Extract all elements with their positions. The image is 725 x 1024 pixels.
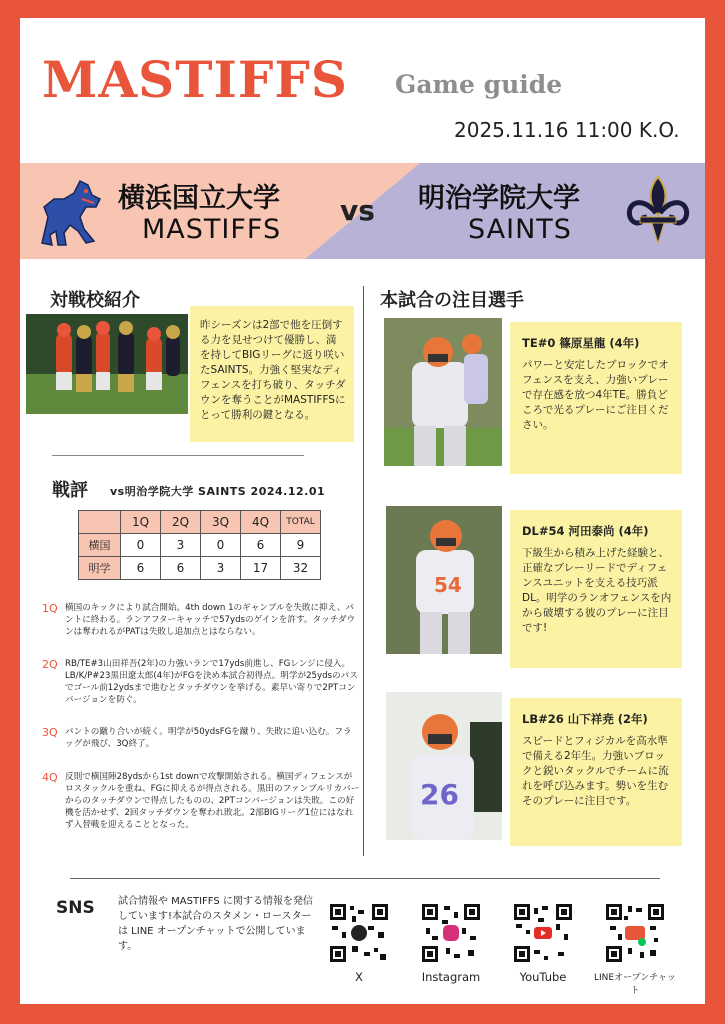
quarter-text: パントの蹴り合いが続く。明学が50ydsFGを蹴り、失敗に追い込む。フラッグが飛び、3Q終了。 bbox=[65, 727, 352, 749]
player-card bbox=[510, 698, 682, 846]
score-header-corner bbox=[79, 511, 121, 534]
score-cell: 3 bbox=[201, 557, 241, 580]
section-divider bbox=[52, 455, 304, 456]
jersey-number: 54 bbox=[434, 573, 462, 597]
score-cell: 32 bbox=[281, 557, 321, 580]
quarter-text: 横国のキックにより試合開始。4th down 1のギャンブルを失敗に抑え、パントに終わる。ランアフターキャッチで57ydsのゲインを許す。タッチダウンは奪われるがPATは失敗し追加点とはならない。 bbox=[65, 603, 356, 637]
intro-title: 対戦校紹介 bbox=[50, 290, 140, 311]
youtube-qr-code[interactable] bbox=[512, 902, 574, 964]
line-qr-code[interactable] bbox=[604, 902, 666, 964]
sns-label: SNS bbox=[56, 898, 95, 918]
game-guide-page bbox=[20, 18, 705, 1004]
quarter-label: 2Q bbox=[42, 658, 58, 671]
instagram-qr-code[interactable] bbox=[420, 902, 482, 964]
footer-divider bbox=[70, 878, 660, 879]
score-cell: 17 bbox=[241, 557, 281, 580]
quarter-label: 4Q bbox=[42, 771, 58, 784]
score-cell: 9 bbox=[281, 534, 321, 557]
qr-label: X bbox=[355, 970, 363, 984]
vs-label: vs bbox=[340, 194, 375, 227]
game-action-photo bbox=[26, 314, 188, 414]
record-subtitle: vs明治学院大学 SAINTS 2024.12.01 bbox=[110, 485, 326, 498]
x-qr-code[interactable] bbox=[328, 902, 390, 964]
player-photo bbox=[386, 506, 502, 654]
home-team-jp: 横浜国立大学 bbox=[118, 183, 280, 214]
instagram-icon bbox=[443, 925, 459, 941]
intro-text: 昨シーズンは2部で他を圧倒する力を見せつけて優勝し、満を持してBIGリーグに返り咲いたSAINTS。力強く堅実なディフェンスを打ち破り、タッチダウンを奪うことがMASTIFFSにとって勝利の鍵となる。 bbox=[190, 306, 354, 442]
sns-text: 試合情報や MASTIFFS に関する情報を発信しています!本試合のスタメン・ロースターは LINE オープンチャットで公開しています。 bbox=[118, 896, 313, 952]
qr-label: LINEオープンチャット bbox=[593, 973, 676, 996]
score-row bbox=[79, 534, 321, 557]
score-team-name: 横国 bbox=[79, 534, 121, 557]
mastiffs-logo-icon bbox=[34, 173, 108, 253]
jersey-number: 26 bbox=[420, 778, 459, 811]
away-team-en: SAINTS bbox=[468, 214, 572, 245]
quarter-text: RB/TE#3山田祥吾(2年)の力強いランで17yds前進し、FGレンジに侵入。LB/K/P#23黒田遼太郎(4年)がFGを決め本試合初得点。明学が25ydsのパスでゴール前12ydsまで進むとタッチダウンを挙げる。素早い寄りで2PTコンバージョンを防ぐ。 bbox=[65, 659, 358, 705]
column-divider bbox=[363, 286, 364, 856]
record-title: 戦評 bbox=[52, 480, 88, 501]
page-subtitle: Game guide bbox=[395, 70, 563, 99]
score-cell: 0 bbox=[201, 534, 241, 557]
qr-label: YouTube bbox=[519, 970, 567, 984]
score-cell: 6 bbox=[161, 557, 201, 580]
score-header-cell: 2Q bbox=[161, 511, 201, 534]
away-team-jp: 明治学院大学 bbox=[418, 183, 580, 214]
quarter-text: 反則で横国陣28ydsから1st downで攻撃開始される。横国ディフェンスがロスタックルを重ね、FGに抑えるが得点される。黒田のファンブルリカバーからのタッチダウンで得点したものの、2PTコンバージョンは失敗。この好機を活かせず、2回タッチダウンを奪われ敗北。2部BIGリーグ1位にはなれず入替戦を迎えることとなった。 bbox=[65, 772, 360, 830]
players-title: 本試合の注目選手 bbox=[380, 290, 524, 311]
score-row bbox=[79, 557, 321, 580]
page-title: MASTIFFS bbox=[42, 50, 348, 109]
saints-logo-icon bbox=[622, 173, 694, 249]
qr-label: Instagram bbox=[421, 970, 481, 984]
score-team-name: 明学 bbox=[79, 557, 121, 580]
player-name: TE#0 篠原星龍 (4年) bbox=[522, 336, 640, 350]
score-cell: 6 bbox=[241, 534, 281, 557]
player-name: DL#54 河田泰尚 (4年) bbox=[522, 524, 649, 538]
score-cell: 0 bbox=[121, 534, 161, 557]
quarter-label: 3Q bbox=[42, 726, 58, 739]
score-cell: 6 bbox=[121, 557, 161, 580]
x-icon bbox=[351, 925, 367, 941]
player-description: 下級生から積み上げた経験と、正確なブレーリードでディフェンスユニットを支える技巧派DL。明学のランオフェンスを内から破壊する彼のプレーに注目です! bbox=[522, 547, 672, 634]
player-photo bbox=[386, 692, 502, 840]
player-name: LB#26 山下祥尭 (2年) bbox=[522, 712, 648, 726]
line-icon bbox=[625, 926, 645, 940]
player-photo bbox=[384, 318, 502, 466]
player-description: パワーと安定したブロックでオフェンスを支え、力強いプレーで存在感を放つ4年TE。勝負どころで光るプレーにご注目ください。 bbox=[522, 359, 669, 431]
score-header-cell: TOTAL bbox=[281, 511, 321, 534]
score-table bbox=[78, 510, 321, 580]
player-card bbox=[510, 510, 682, 668]
score-header-cell: 4Q bbox=[241, 511, 281, 534]
home-team-en: MASTIFFS bbox=[142, 214, 282, 245]
score-cell: 3 bbox=[161, 534, 201, 557]
score-header-row bbox=[79, 511, 321, 534]
player-description: スピードとフィジカルを高水準で備える2年生。力強いブロックと鋭いタックルでチームに流れを呼び込みます。勢いを生むそのプレーに注目です。 bbox=[522, 735, 669, 807]
score-header-cell: 1Q bbox=[121, 511, 161, 534]
quarter-label: 1Q bbox=[42, 602, 58, 615]
score-header-cell: 3Q bbox=[201, 511, 241, 534]
kickoff-time: 2025.11.16 11:00 K.O. bbox=[454, 118, 680, 142]
player-card bbox=[510, 322, 682, 474]
